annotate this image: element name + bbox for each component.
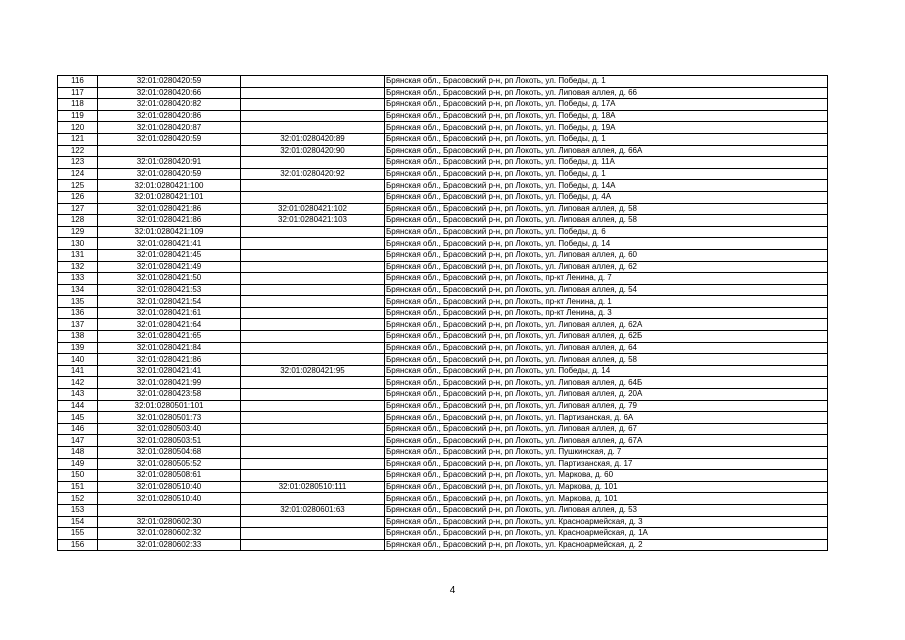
cadastral-number-cell: 32:01:0280510:40 bbox=[98, 481, 241, 493]
table-row bbox=[58, 423, 828, 435]
cadastral-number-cell: 32:01:0280510:40 bbox=[98, 493, 241, 505]
table-row bbox=[58, 273, 828, 285]
related-cadastral-number-cell bbox=[241, 539, 385, 551]
table-row bbox=[58, 412, 828, 424]
address-cell: Брянская обл., Брасовский р-н, рп Локоть, ул. Победы, д. 1 bbox=[385, 76, 828, 88]
row-number-cell: 123 bbox=[58, 157, 98, 169]
row-number-cell: 122 bbox=[58, 145, 98, 157]
related-cadastral-number-cell bbox=[241, 516, 385, 528]
address-cell: Брянская обл., Брасовский р-н, рп Локоть, ул. Липовая аллея, д. 64 bbox=[385, 342, 828, 354]
cadastral-number-cell: 32:01:0280421:84 bbox=[98, 342, 241, 354]
address-cell: Брянская обл., Брасовский р-н, рп Локоть, ул. Победы, д. 14А bbox=[385, 180, 828, 192]
registry-table-body bbox=[58, 76, 828, 551]
related-cadastral-number-cell: 32:01:0280421:103 bbox=[241, 215, 385, 227]
table-row bbox=[58, 389, 828, 401]
address-cell: Брянская обл., Брасовский р-н, рп Локоть, ул. Красноармейская, д. 2 bbox=[385, 539, 828, 551]
related-cadastral-number-cell bbox=[241, 377, 385, 389]
address-cell: Брянская обл., Брасовский р-н, рп Локоть, ул. Липовая аллея, д. 79 bbox=[385, 400, 828, 412]
cadastral-number-cell: 32:01:0280421:61 bbox=[98, 307, 241, 319]
address-cell: Брянская обл., Брасовский р-н, рп Локоть, ул. Маркова, д. 101 bbox=[385, 493, 828, 505]
cadastral-number-cell: 32:01:0280420:59 bbox=[98, 133, 241, 145]
related-cadastral-number-cell bbox=[241, 412, 385, 424]
row-number-cell: 146 bbox=[58, 423, 98, 435]
table-row bbox=[58, 319, 828, 331]
address-cell: Брянская обл., Брасовский р-н, рп Локоть, пр-кт Ленина, д. 7 bbox=[385, 273, 828, 285]
row-number-cell: 152 bbox=[58, 493, 98, 505]
cadastral-number-cell: 32:01:0280420:59 bbox=[98, 76, 241, 88]
related-cadastral-number-cell bbox=[241, 110, 385, 122]
table-row bbox=[58, 203, 828, 215]
table-row bbox=[58, 145, 828, 157]
table-row bbox=[58, 342, 828, 354]
address-cell: Брянская обл., Брасовский р-н, рп Локоть, ул. Липовая аллея, д. 62Б bbox=[385, 331, 828, 343]
row-number-cell: 117 bbox=[58, 87, 98, 99]
cadastral-number-cell: 32:01:0280421:49 bbox=[98, 261, 241, 273]
related-cadastral-number-cell bbox=[241, 261, 385, 273]
table-row bbox=[58, 504, 828, 516]
cadastral-number-cell: 32:01:0280421:65 bbox=[98, 331, 241, 343]
table-row bbox=[58, 87, 828, 99]
row-number-cell: 132 bbox=[58, 261, 98, 273]
table-row bbox=[58, 331, 828, 343]
cadastral-number-cell: 32:01:0280421:86 bbox=[98, 354, 241, 366]
table-row bbox=[58, 122, 828, 134]
table-row bbox=[58, 481, 828, 493]
address-cell: Брянская обл., Брасовский р-н, рп Локоть, ул. Липовая аллея, д. 62А bbox=[385, 319, 828, 331]
address-cell: Брянская обл., Брасовский р-н, рп Локоть, ул. Красноармейская, д. 1А bbox=[385, 528, 828, 540]
address-cell: Брянская обл., Брасовский р-н, рп Локоть, ул. Маркова, д. 101 bbox=[385, 481, 828, 493]
cadastral-number-cell: 32:01:0280508:61 bbox=[98, 470, 241, 482]
cadastral-number-cell bbox=[98, 145, 241, 157]
cadastral-number-cell: 32:01:0280505:52 bbox=[98, 458, 241, 470]
address-cell: Брянская обл., Брасовский р-н, рп Локоть, ул. Липовая аллея, д. 64Б bbox=[385, 377, 828, 389]
cadastral-number-cell: 32:01:0280503:40 bbox=[98, 423, 241, 435]
related-cadastral-number-cell: 32:01:0280421:102 bbox=[241, 203, 385, 215]
related-cadastral-number-cell bbox=[241, 400, 385, 412]
row-number-cell: 130 bbox=[58, 238, 98, 250]
address-cell: Брянская обл., Брасовский р-н, рп Локоть, ул. Победы, д. 17А bbox=[385, 99, 828, 111]
related-cadastral-number-cell bbox=[241, 249, 385, 261]
address-cell: Брянская обл., Брасовский р-н, рп Локоть, ул. Партизанская, д. 6А bbox=[385, 412, 828, 424]
table-row bbox=[58, 516, 828, 528]
address-cell: Брянская обл., Брасовский р-н, рп Локоть, ул. Победы, д. 14 bbox=[385, 238, 828, 250]
related-cadastral-number-cell: 32:01:0280420:90 bbox=[241, 145, 385, 157]
related-cadastral-number-cell bbox=[241, 435, 385, 447]
table-row bbox=[58, 493, 828, 505]
table-row bbox=[58, 539, 828, 551]
row-number-cell: 137 bbox=[58, 319, 98, 331]
address-cell: Брянская обл., Брасовский р-н, рп Локоть, пр-кт Ленина, д. 1 bbox=[385, 296, 828, 308]
row-number-cell: 145 bbox=[58, 412, 98, 424]
related-cadastral-number-cell: 32:01:0280421:95 bbox=[241, 365, 385, 377]
related-cadastral-number-cell: 32:01:0280601:63 bbox=[241, 504, 385, 516]
table-row bbox=[58, 354, 828, 366]
row-number-cell: 116 bbox=[58, 76, 98, 88]
address-cell: Брянская обл., Брасовский р-н, рп Локоть, ул. Липовая аллея, д. 67 bbox=[385, 423, 828, 435]
address-cell: Брянская обл., Брасовский р-н, рп Локоть, ул. Липовая аллея, д. 54 bbox=[385, 284, 828, 296]
related-cadastral-number-cell bbox=[241, 157, 385, 169]
table-row bbox=[58, 528, 828, 540]
cadastral-number-cell: 32:01:0280421:64 bbox=[98, 319, 241, 331]
table-row bbox=[58, 215, 828, 227]
row-number-cell: 151 bbox=[58, 481, 98, 493]
table-row bbox=[58, 110, 828, 122]
address-cell: Брянская обл., Брасовский р-н, рп Локоть, ул. Липовая аллея, д. 53 bbox=[385, 504, 828, 516]
row-number-cell: 154 bbox=[58, 516, 98, 528]
related-cadastral-number-cell bbox=[241, 389, 385, 401]
address-cell: Брянская обл., Брасовский р-н, рп Локоть, ул. Липовая аллея, д. 58 bbox=[385, 203, 828, 215]
row-number-cell: 156 bbox=[58, 539, 98, 551]
table-row bbox=[58, 249, 828, 261]
page-number: 4 bbox=[449, 585, 456, 596]
address-cell: Брянская обл., Брасовский р-н, рп Локоть, ул. Липовая аллея, д. 66А bbox=[385, 145, 828, 157]
related-cadastral-number-cell bbox=[241, 238, 385, 250]
related-cadastral-number-cell bbox=[241, 76, 385, 88]
related-cadastral-number-cell bbox=[241, 423, 385, 435]
row-number-cell: 129 bbox=[58, 226, 98, 238]
row-number-cell: 155 bbox=[58, 528, 98, 540]
row-number-cell: 118 bbox=[58, 99, 98, 111]
row-number-cell: 131 bbox=[58, 249, 98, 261]
address-cell: Брянская обл., Брасовский р-н, рп Локоть, ул. Красноармейская, д. 3 bbox=[385, 516, 828, 528]
cadastral-number-cell: 32:01:0280421:100 bbox=[98, 180, 241, 192]
row-number-cell: 147 bbox=[58, 435, 98, 447]
row-number-cell: 120 bbox=[58, 122, 98, 134]
table-row bbox=[58, 168, 828, 180]
related-cadastral-number-cell bbox=[241, 99, 385, 111]
table-row bbox=[58, 226, 828, 238]
table-row bbox=[58, 365, 828, 377]
cadastral-number-cell: 32:01:0280501:73 bbox=[98, 412, 241, 424]
related-cadastral-number-cell bbox=[241, 331, 385, 343]
related-cadastral-number-cell bbox=[241, 319, 385, 331]
table-row bbox=[58, 458, 828, 470]
cadastral-number-cell: 32:01:0280421:45 bbox=[98, 249, 241, 261]
row-number-cell: 134 bbox=[58, 284, 98, 296]
related-cadastral-number-cell bbox=[241, 122, 385, 134]
related-cadastral-number-cell bbox=[241, 284, 385, 296]
row-number-cell: 119 bbox=[58, 110, 98, 122]
related-cadastral-number-cell bbox=[241, 273, 385, 285]
address-cell: Брянская обл., Брасовский р-н, рп Локоть, ул. Победы, д. 14 bbox=[385, 365, 828, 377]
cadastral-number-cell: 32:01:0280504:68 bbox=[98, 447, 241, 459]
related-cadastral-number-cell bbox=[241, 87, 385, 99]
address-cell: Брянская обл., Брасовский р-н, рп Локоть, ул. Липовая аллея, д. 60 bbox=[385, 249, 828, 261]
table-row bbox=[58, 377, 828, 389]
related-cadastral-number-cell bbox=[241, 191, 385, 203]
related-cadastral-number-cell bbox=[241, 296, 385, 308]
cadastral-number-cell: 32:01:0280421:109 bbox=[98, 226, 241, 238]
row-number-cell: 133 bbox=[58, 273, 98, 285]
row-number-cell: 121 bbox=[58, 133, 98, 145]
table-row bbox=[58, 435, 828, 447]
cadastral-number-cell: 32:01:0280420:59 bbox=[98, 168, 241, 180]
cadastral-number-cell: 32:01:0280602:33 bbox=[98, 539, 241, 551]
table-row bbox=[58, 76, 828, 88]
row-number-cell: 148 bbox=[58, 447, 98, 459]
cadastral-number-cell: 32:01:0280420:86 bbox=[98, 110, 241, 122]
row-number-cell: 141 bbox=[58, 365, 98, 377]
related-cadastral-number-cell bbox=[241, 458, 385, 470]
cadastral-number-cell: 32:01:0280420:91 bbox=[98, 157, 241, 169]
cadastral-number-cell: 32:01:0280421:50 bbox=[98, 273, 241, 285]
address-cell: Брянская обл., Брасовский р-н, рп Локоть, ул. Победы, д. 1 bbox=[385, 133, 828, 145]
cadastral-number-cell: 32:01:0280420:66 bbox=[98, 87, 241, 99]
address-cell: Брянская обл., Брасовский р-н, рп Локоть, ул. Маркова, д. 60 bbox=[385, 470, 828, 482]
cadastral-number-cell: 32:01:0280421:41 bbox=[98, 365, 241, 377]
address-cell: Брянская обл., Брасовский р-н, рп Локоть, ул. Пушкинская, д. 7 bbox=[385, 447, 828, 459]
related-cadastral-number-cell bbox=[241, 342, 385, 354]
address-cell: Брянская обл., Брасовский р-н, рп Локоть, ул. Победы, д. 18А bbox=[385, 110, 828, 122]
row-number-cell: 149 bbox=[58, 458, 98, 470]
address-cell: Брянская обл., Брасовский р-н, рп Локоть, ул. Липовая аллея, д. 62 bbox=[385, 261, 828, 273]
row-number-cell: 138 bbox=[58, 331, 98, 343]
cadastral-number-cell: 32:01:0280421:86 bbox=[98, 215, 241, 227]
cadastral-number-cell: 32:01:0280501:101 bbox=[98, 400, 241, 412]
row-number-cell: 135 bbox=[58, 296, 98, 308]
related-cadastral-number-cell bbox=[241, 470, 385, 482]
row-number-cell: 127 bbox=[58, 203, 98, 215]
cadastral-number-cell bbox=[98, 504, 241, 516]
row-number-cell: 143 bbox=[58, 389, 98, 401]
address-cell: Брянская обл., Брасовский р-н, рп Локоть, ул. Липовая аллея, д. 66 bbox=[385, 87, 828, 99]
related-cadastral-number-cell bbox=[241, 528, 385, 540]
address-cell: Брянская обл., Брасовский р-н, рп Локоть, ул. Партизанская, д. 17 bbox=[385, 458, 828, 470]
address-cell: Брянская обл., Брасовский р-н, рп Локоть, ул. Победы, д. 6 bbox=[385, 226, 828, 238]
table-row bbox=[58, 157, 828, 169]
address-cell: Брянская обл., Брасовский р-н, рп Локоть, ул. Победы, д. 11А bbox=[385, 157, 828, 169]
row-number-cell: 125 bbox=[58, 180, 98, 192]
address-cell: Брянская обл., Брасовский р-н, рп Локоть, ул. Липовая аллея, д. 67А bbox=[385, 435, 828, 447]
table-row bbox=[58, 191, 828, 203]
row-number-cell: 144 bbox=[58, 400, 98, 412]
row-number-cell: 136 bbox=[58, 307, 98, 319]
table-row bbox=[58, 238, 828, 250]
address-cell: Брянская обл., Брасовский р-н, рп Локоть, ул. Победы, д. 1 bbox=[385, 168, 828, 180]
related-cadastral-number-cell bbox=[241, 354, 385, 366]
row-number-cell: 153 bbox=[58, 504, 98, 516]
cadastral-number-cell: 32:01:0280602:32 bbox=[98, 528, 241, 540]
cadastral-number-cell: 32:01:0280421:101 bbox=[98, 191, 241, 203]
cadastral-number-cell: 32:01:0280423:58 bbox=[98, 389, 241, 401]
related-cadastral-number-cell bbox=[241, 307, 385, 319]
address-cell: Брянская обл., Брасовский р-н, рп Локоть, ул. Липовая аллея, д. 58 bbox=[385, 354, 828, 366]
table-row bbox=[58, 133, 828, 145]
row-number-cell: 140 bbox=[58, 354, 98, 366]
cadastral-number-cell: 32:01:0280421:53 bbox=[98, 284, 241, 296]
table-row bbox=[58, 296, 828, 308]
address-cell: Брянская обл., Брасовский р-н, рп Локоть, ул. Липовая аллея, д. 20А bbox=[385, 389, 828, 401]
cadastral-number-cell: 32:01:0280421:99 bbox=[98, 377, 241, 389]
cadastral-number-cell: 32:01:0280421:54 bbox=[98, 296, 241, 308]
table-row bbox=[58, 470, 828, 482]
address-cell: Брянская обл., Брасовский р-н, рп Локоть, ул. Победы, д. 19А bbox=[385, 122, 828, 134]
row-number-cell: 124 bbox=[58, 168, 98, 180]
related-cadastral-number-cell bbox=[241, 180, 385, 192]
related-cadastral-number-cell bbox=[241, 493, 385, 505]
row-number-cell: 139 bbox=[58, 342, 98, 354]
related-cadastral-number-cell: 32:01:0280420:92 bbox=[241, 168, 385, 180]
table-row bbox=[58, 307, 828, 319]
cadastral-number-cell: 32:01:0280602:30 bbox=[98, 516, 241, 528]
row-number-cell: 142 bbox=[58, 377, 98, 389]
table-row bbox=[58, 284, 828, 296]
related-cadastral-number-cell bbox=[241, 226, 385, 238]
related-cadastral-number-cell: 32:01:0280420:89 bbox=[241, 133, 385, 145]
cadastral-number-cell: 32:01:0280503:51 bbox=[98, 435, 241, 447]
table-row bbox=[58, 180, 828, 192]
cadastral-number-cell: 32:01:0280420:87 bbox=[98, 122, 241, 134]
address-cell: Брянская обл., Брасовский р-н, рп Локоть, ул. Липовая аллея, д. 58 bbox=[385, 215, 828, 227]
cadastral-number-cell: 32:01:0280420:82 bbox=[98, 99, 241, 111]
cadastral-number-cell: 32:01:0280421:86 bbox=[98, 203, 241, 215]
table-row bbox=[58, 261, 828, 273]
table-row bbox=[58, 447, 828, 459]
row-number-cell: 128 bbox=[58, 215, 98, 227]
table-row bbox=[58, 99, 828, 111]
row-number-cell: 126 bbox=[58, 191, 98, 203]
row-number-cell: 150 bbox=[58, 470, 98, 482]
table-row bbox=[58, 400, 828, 412]
cadastral-number-cell: 32:01:0280421:41 bbox=[98, 238, 241, 250]
related-cadastral-number-cell: 32:01:0280510:111 bbox=[241, 481, 385, 493]
related-cadastral-number-cell bbox=[241, 447, 385, 459]
address-cell: Брянская обл., Брасовский р-н, рп Локоть, ул. Победы, д. 4А bbox=[385, 191, 828, 203]
address-cell: Брянская обл., Брасовский р-н, рп Локоть, пр-кт Ленина, д. 3 bbox=[385, 307, 828, 319]
registry-table bbox=[57, 75, 828, 551]
